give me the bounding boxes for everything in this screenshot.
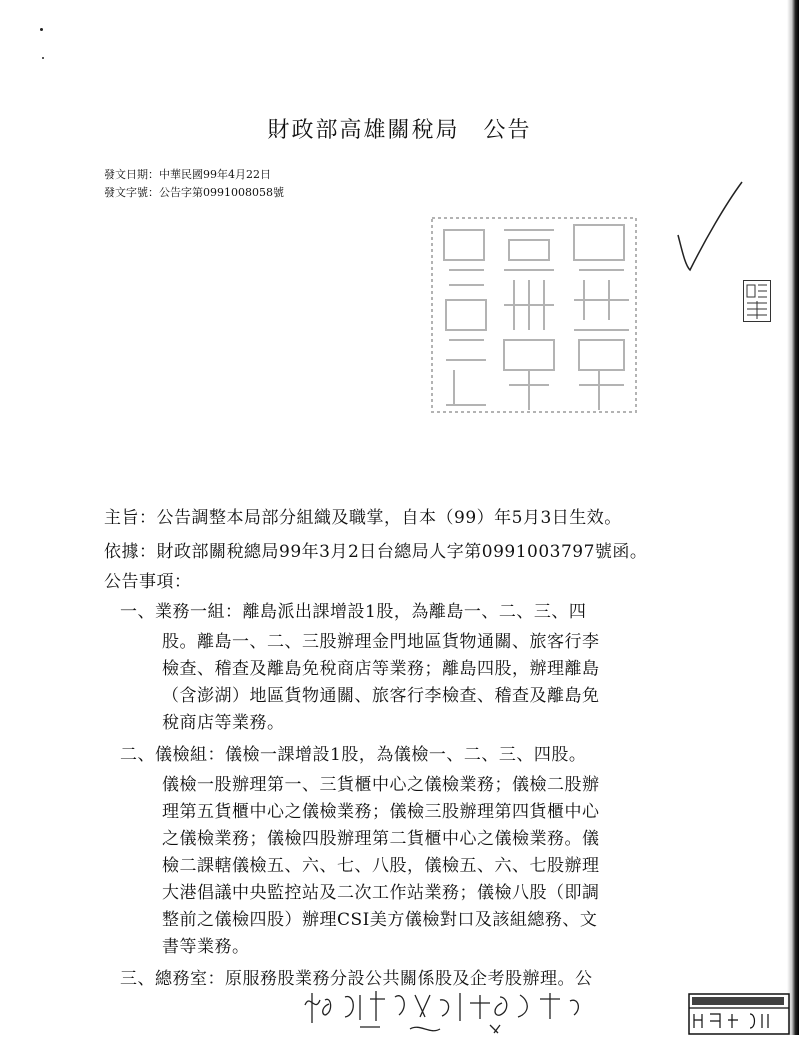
item-line: 稅商店等業務。: [162, 713, 285, 733]
checkmark-icon: [670, 180, 750, 280]
item-line: 儀檢一股辦理第一、三貨櫃中心之儀檢業務；儀檢二股辦: [162, 775, 600, 795]
item-line: 一、業務一組：離島派出課增設1股，為離島一、二、三、四: [120, 602, 587, 622]
scan-speck: [40, 28, 43, 31]
received-stamp-icon: [688, 990, 799, 1035]
item-line: （含澎湖）地區貨物通關、旅客行李檢查、稽查及離島免: [162, 686, 600, 706]
subject-line: 主旨：公告調整本局部分組織及職掌，自本（99）年5月3日生效。: [104, 508, 622, 528]
official-seal-icon: [424, 210, 644, 420]
item-line: 之儀檢業務；儀檢四股辦理第二貨櫃中心之儀檢業務。儀: [162, 829, 600, 849]
scan-edge-shadow: [787, 0, 799, 1035]
issue-number: 發文字號：公告字第0991008058號: [104, 186, 284, 199]
item-line: 檢二課轄儀檢五、六、七、八股，儀檢五、六、七股辦理: [162, 856, 600, 876]
item-line: 書等業務。: [162, 937, 250, 957]
issue-date: 發文日期：中華民國99年4月22日: [104, 168, 271, 181]
item-line: 股。離島一、二、三股辦理金門地區貨物通關、旅客行李: [162, 632, 600, 652]
scan-speck: [42, 57, 44, 59]
item-line: 大港倡議中央監控站及二次工作站業務；儀檢八股（即調: [162, 883, 600, 903]
items-heading: 公告事項：: [104, 572, 192, 592]
item-line: 三、總務室：原服務股業務分設公共關係股及企考股辦理。公: [120, 969, 593, 989]
document-title: 財政部高雄關稅局 公告: [267, 118, 532, 143]
side-stamp-icon: [743, 280, 771, 322]
handwritten-note-icon: [300, 985, 600, 1035]
item-line: 整前之儀檢四股）辦理CSI美方儀檢對口及該組總務、文: [162, 910, 598, 930]
basis-line: 依據：財政部關稅總局99年3月2日台總局人字第0991003797號函。: [104, 542, 648, 562]
item-line: 二、儀檢組：儀檢一課增設1股，為儀檢一、二、三、四股。: [120, 745, 587, 765]
item-line: 檢查、稽查及離島免稅商店等業務；離島四股，辦理離島: [162, 659, 600, 679]
item-line: 理第五貨櫃中心之儀檢業務；儀檢三股辦理第四貨櫃中心: [162, 802, 600, 822]
